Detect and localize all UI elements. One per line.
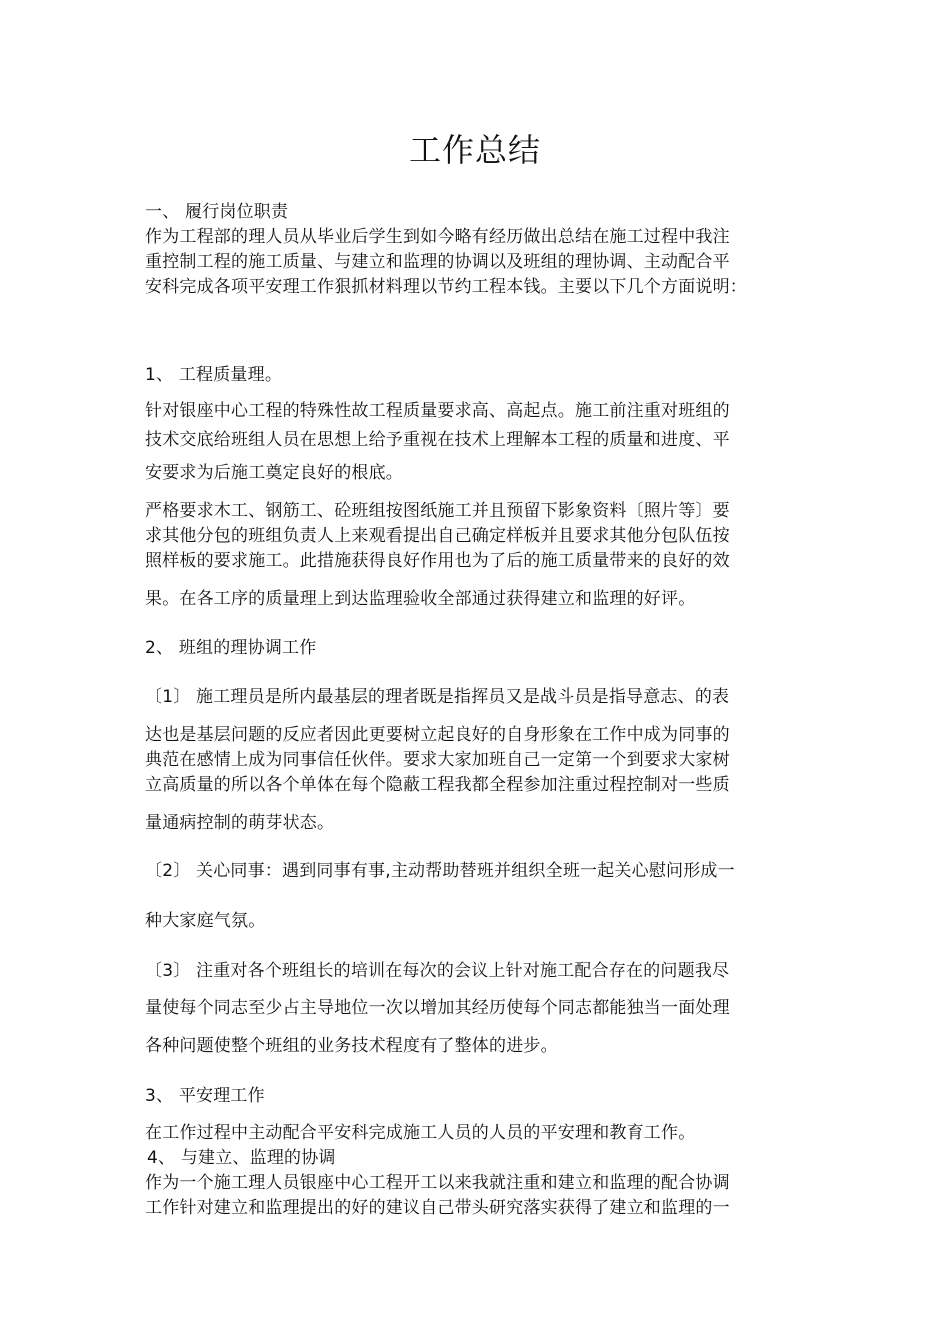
paragraph-line: 作为一个施工理人员银座中心工程开工以来我就注重和建立和监理的配合协调 bbox=[145, 1173, 730, 1193]
paragraph-line: 果。在各工序的质量理上到达监理验收全部通过获得建立和监理的好评。 bbox=[145, 589, 696, 609]
item-heading: 2、 班组的理协调工作 bbox=[145, 638, 317, 658]
paragraph-line: 作为工程部的理人员从毕业后学生到如今略有经历做出总结在施工过程中我注 bbox=[145, 227, 730, 247]
paragraph-line: 求其他分包的班组负责人上来观看提出自己确定样板并且要求其他分包队伍按 bbox=[145, 526, 730, 546]
section-heading: 一、 履行岗位职责 bbox=[145, 202, 289, 222]
item-heading: 4、 与建立、监理的协调 bbox=[147, 1148, 336, 1168]
paragraph-line: 严格要求木工、钢筋工、砼班组按图纸施工并且预留下影象资料〔照片等〕要 bbox=[145, 501, 730, 521]
item-heading: 3、 平安理工作 bbox=[145, 1086, 265, 1106]
paragraph-line: 针对银座中心工程的特殊性故工程质量要求高、高起点。施工前注重对班组的 bbox=[145, 401, 730, 421]
paragraph-line: 照样板的要求施工。此措施获得良好作用也为了后的施工质量带来的良好的效 bbox=[145, 551, 730, 571]
paragraph-line: 技术交底给班组人员在思想上给予重视在技术上理解本工程的质量和进度、平 bbox=[145, 430, 730, 450]
paragraph-line: 〔3〕 注重对各个班组长的培训在每次的会议上针对施工配合存在的问题我尽 bbox=[145, 961, 730, 981]
paragraph-line: 种大家庭气氛。 bbox=[145, 911, 266, 931]
paragraph-line: 〔2〕 关心同事：遇到同事有事,主动帮助替班并组织全班一起关心慰问形成一 bbox=[145, 861, 735, 881]
paragraph-line: 量通病控制的萌芽状态。 bbox=[145, 813, 335, 833]
paragraph-line: 在工作过程中主动配合平安科完成施工人员的人员的平安理和教育工作。 bbox=[145, 1123, 696, 1143]
document-title: 工作总结 bbox=[408, 131, 541, 169]
item-heading: 1、 工程质量理。 bbox=[145, 365, 283, 385]
paragraph-line: 各种问题使整个班组的业务技术程度有了整体的进步。 bbox=[145, 1036, 558, 1056]
paragraph-line: 工作针对建立和监理提出的好的建议自己带头研究落实获得了建立和监理的一 bbox=[145, 1198, 730, 1218]
paragraph-line: 达也是基层问题的反应者因此更要树立起良好的自身形象在工作中成为同事的 bbox=[145, 725, 730, 745]
paragraph-line: 重控制工程的施工质量、与建立和监理的协调以及班组的理协调、主动配合平 bbox=[145, 252, 730, 272]
paragraph-line: 安要求为后施工奠定良好的根底。 bbox=[145, 463, 403, 483]
paragraph-line: 安科完成各项平安理工作狠抓材料理以节约工程本钱。主要以下几个方面说明： bbox=[145, 277, 747, 297]
paragraph-line: 量使每个同志至少占主导地位一次以增加其经历使每个同志都能独当一面处理 bbox=[145, 998, 730, 1018]
paragraph-line: 立高质量的所以各个单体在每个隐蔽工程我都全程参加注重过程控制对一些质 bbox=[145, 775, 730, 795]
paragraph-line: 〔1〕 施工理员是所内最基层的理者既是指挥员又是战斗员是指导意志、的表 bbox=[145, 687, 730, 707]
paragraph-line: 典范在感情上成为同事信任伙伴。要求大家加班自己一定第一个到要求大家树 bbox=[145, 750, 730, 770]
